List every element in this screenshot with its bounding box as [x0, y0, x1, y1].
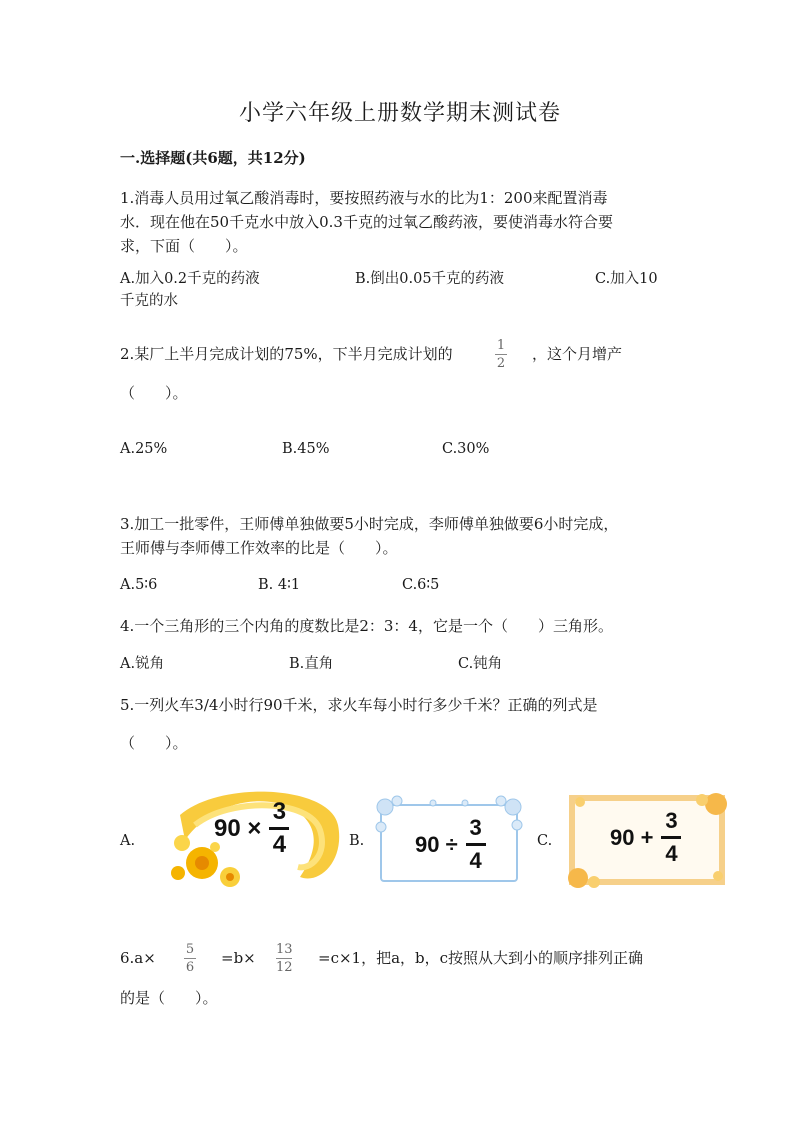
question-4-text: 4.一个三角形的三个内角的度数比是2：3：4，它是一个（ ）三角形。	[120, 617, 613, 635]
question-6-fraction-2	[276, 942, 293, 975]
question-1-line-3: 求，下面（ ）。	[120, 237, 248, 255]
fraction-denominator: 4	[665, 841, 678, 866]
question-5-option-c-label: C.	[537, 833, 553, 849]
question-3-option-a: A.5∶6	[120, 577, 158, 593]
question-4-option-a: A.锐角	[120, 656, 165, 672]
fraction-bar	[661, 836, 681, 839]
question-1	[120, 186, 613, 258]
question-5-option-a-label: A.	[120, 833, 136, 849]
fraction-bar	[184, 958, 196, 959]
question-2-option-c: C.30%	[442, 441, 490, 457]
three-quarters-fraction	[269, 799, 289, 858]
fraction-denominator: 4	[469, 848, 482, 873]
fraction-denominator: 2	[496, 356, 506, 371]
question-1-line-1: 1.消毒人员用过氧乙酸消毒时，要按照药液与水的比为1：200来配置消毒	[120, 189, 608, 207]
question-3-option-b: B. 4∶1	[258, 577, 301, 593]
question-6-text: =c×1，把a，b，c按照从大到小的顺序排列正确	[318, 949, 644, 967]
expression-text: 90 ÷	[415, 831, 458, 857]
question-3-line-2: 王师傅与李师傅工作效率的比是（ ）。	[120, 539, 398, 557]
section-heading: 一.选择题(共6题，共12分)	[120, 149, 306, 167]
question-3	[120, 512, 618, 560]
option-a-expression	[214, 799, 289, 858]
fraction-numerator: 3	[469, 815, 482, 840]
question-1-option-c: C.加入10	[595, 271, 658, 287]
question-3-line-1: 3.加工一批零件，王师傅单独做要5小时完成，李师傅单独做要6小时完成，	[120, 515, 619, 533]
fraction-bar	[276, 958, 292, 959]
question-6-mid: =b×	[221, 949, 256, 967]
question-2-text-after: ，这个月增产	[532, 345, 623, 363]
expression-text: 90 ×	[214, 814, 262, 842]
option-b-expression	[415, 815, 486, 874]
page-title: 小学六年级上册数学期末测试卷	[238, 101, 561, 126]
question-5-option-b-label: B.	[349, 833, 365, 849]
question-5-text: 5.一列火车3/4小时行90千米，求火车每小时行多少千米？正确的列式是	[120, 696, 598, 714]
fraction-denominator: 4	[272, 831, 287, 858]
fraction-denominator: 12	[276, 960, 293, 975]
fraction-numerator: 13	[276, 942, 293, 957]
option-c-expression	[610, 808, 681, 867]
question-2-option-b: B.45%	[282, 441, 330, 457]
fraction-numerator: 1	[496, 338, 506, 353]
question-2-fraction	[495, 338, 507, 371]
question-4-option-b: B.直角	[289, 656, 334, 672]
three-quarters-fraction	[661, 808, 681, 867]
expression-text: 90 +	[610, 824, 654, 850]
fraction-numerator: 5	[185, 942, 195, 957]
question-6-line-2: 的是（ ）。	[120, 989, 218, 1007]
option-c-card	[566, 790, 728, 890]
fraction-bar	[269, 827, 289, 830]
question-2-line-2: （ ）。	[120, 384, 188, 402]
question-1-line-2: 水．现在他在50千克水中放入0.3千克的过氧乙酸药液，要使消毒水符合要	[120, 213, 613, 231]
fraction-bar	[466, 843, 486, 846]
question-2-text: 2.某厂上半月完成计划的75%，下半月完成计划的	[120, 345, 453, 363]
fraction-bar	[495, 354, 507, 355]
fraction-denominator: 6	[185, 960, 195, 975]
question-1-option-a: A.加入0.2千克的药液	[120, 271, 260, 287]
question-3-option-c: C.6∶5	[402, 577, 440, 593]
three-quarters-fraction	[466, 815, 486, 874]
question-6-prefix: 6.a×	[120, 949, 156, 967]
question-5-line-2: （ ）。	[120, 734, 188, 752]
question-4-option-c: C.钝角	[458, 656, 503, 672]
question-2-option-a: A.25%	[120, 441, 168, 457]
fraction-numerator: 3	[272, 798, 287, 825]
fraction-numerator: 3	[665, 808, 678, 833]
question-1-option-b: B.倒出0.05千克的药液	[355, 271, 505, 287]
option-a-card	[160, 785, 345, 890]
option-b-card	[373, 795, 525, 887]
question-1-option-c-cont: 千克的水	[120, 293, 178, 309]
question-6-fraction-1	[184, 942, 196, 975]
